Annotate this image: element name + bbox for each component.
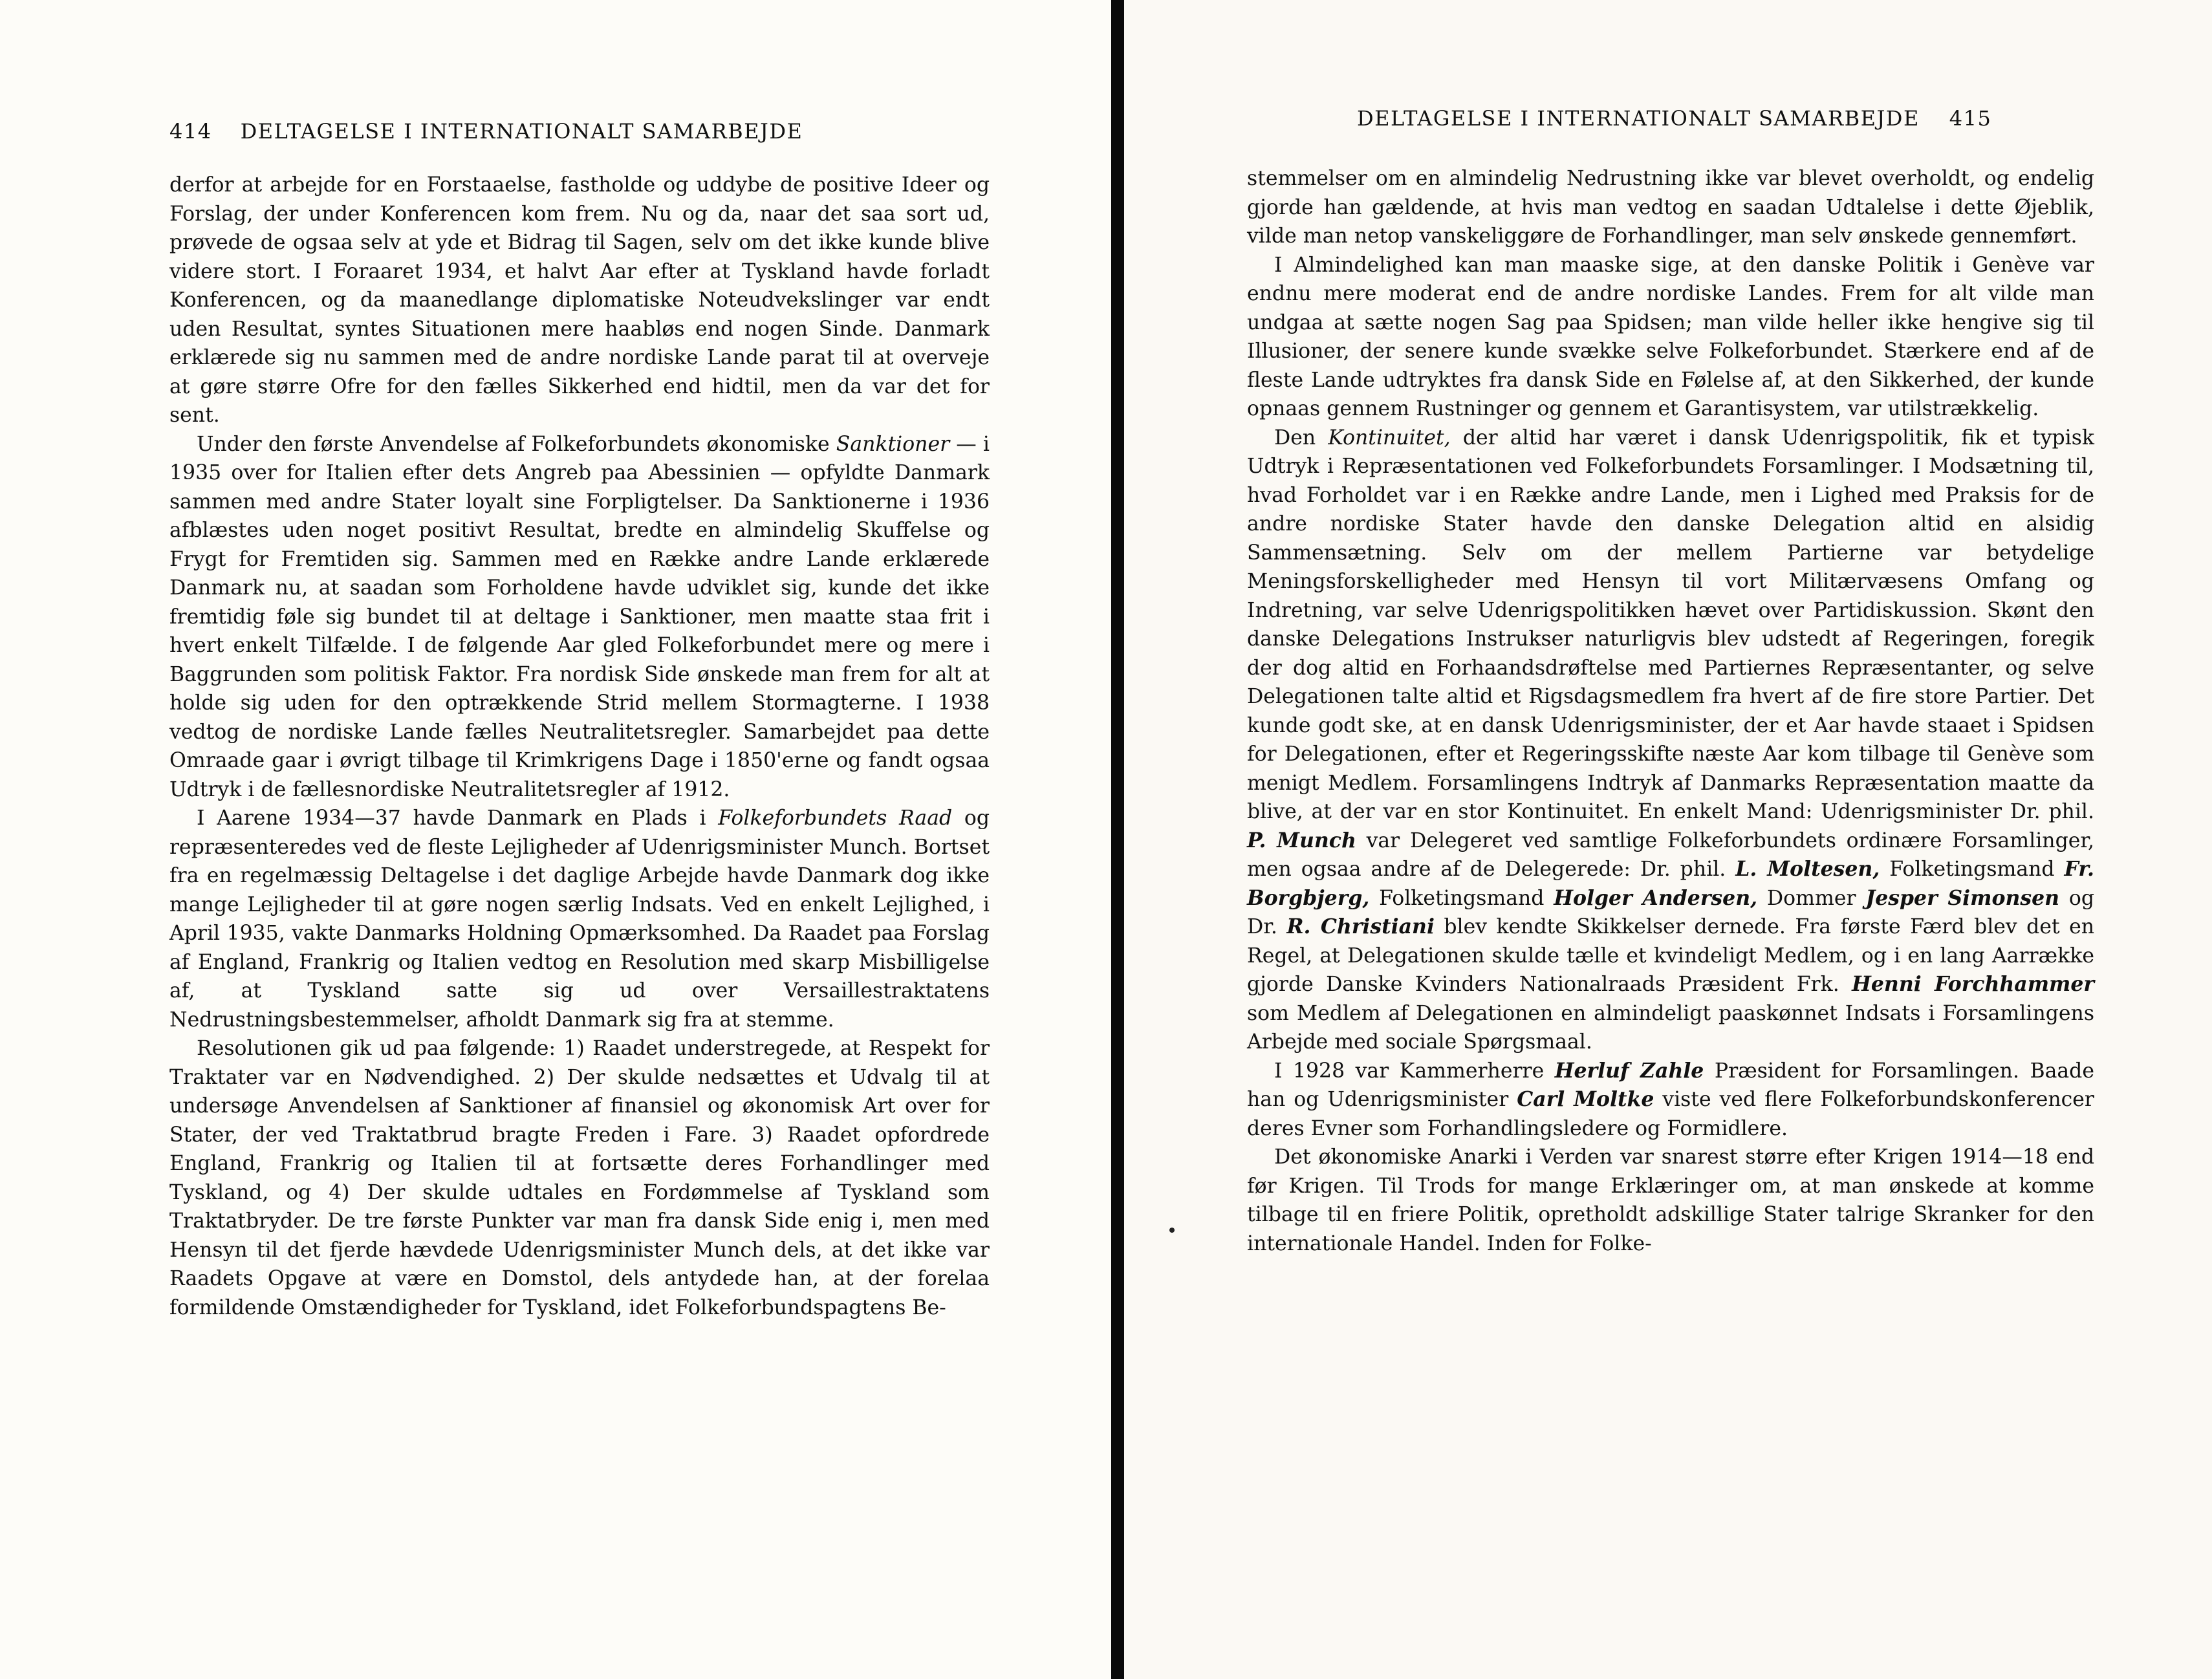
person-name: Fr. Borgbjerg, xyxy=(1247,857,2094,910)
right-running-head xyxy=(1357,106,1991,131)
left-running-head xyxy=(169,119,803,144)
paragraph: derfor at arbejde for en Forstaaelse, fastholde og uddybe de positive Ideer og Forslag, der under Konferencen kom frem. Nu og da, naar det saa sort ud, prøvede de ogsaa selv at yde et Bidrag til Sagen, selv om det ikke kunde blive videre stort. I Foraaret 1934, et halvt Aar efter at Tyskland havde forladt Konferencen, og da maanedlange diplomatiske Noteudvekslinger var endt uden Resultat, syntes Situationen mere haabløs end nogen Sinde. Danmark erklærede sig nu sammen med de andre nordiske Lande parat til at overveje at gøre større Ofre for den fælles Sikkerhed end hidtil, men da var det for sent. xyxy=(169,173,990,427)
person-name: Holger Andersen, xyxy=(1554,885,1758,910)
person-name: Jesper Simonsen xyxy=(1865,885,2060,910)
left-body-text xyxy=(169,171,990,1322)
paragraph-anarki: Det økonomiske Anarki i Verden var snarest større efter Krigen 1914—18 end før Krigen. Til Trods for mange Erklæringer om, at man ønskede at komme tilbage til en friere Politik, opretholdt adskillige Stater talrige Skranker for den internationale Handel. Inden for Folke- xyxy=(1247,1145,2094,1255)
right-page xyxy=(1124,0,2212,1679)
person-name: P. Munch xyxy=(1247,828,1356,852)
paragraph-geneve: I Almindelighed kan man maaske sige, at den danske Politik i Genève var endnu mere moderat end de andre nordiske Landes. Frem for alt vilde man undgaa at sætte nogen Sag paa Spidsen; man vilde heller ikke hengive sig til Illusioner, der senere kunde svække selve Folkeforbundet. Stærkere end af de fleste Lande udtryktes fra dansk Side en Følelse af, at den Sikkerhed, der kunde opnaas gennem Rustninger og gennem et Garantisystem, var utilstrækkelig. xyxy=(1247,253,2094,420)
right-running-title: DELTAGELSE I INTERNATIONALT SAMARBEJDE xyxy=(1357,106,1920,131)
person-name: L. Moltesen, xyxy=(1735,857,1880,881)
left-page-number: 414 xyxy=(169,119,212,144)
emphasis: Sanktioner xyxy=(836,432,950,456)
person-name: Carl Moltke xyxy=(1517,1087,1654,1111)
left-running-title: DELTAGELSE I INTERNATIONALT SAMARBEJDE xyxy=(240,119,803,144)
right-page-number: 415 xyxy=(1949,106,1992,131)
emphasis: Folkeforbundets Raad xyxy=(718,807,953,830)
person-name: Henni Forchhammer xyxy=(1852,972,2094,996)
paragraph-sanktioner: Under den første Anvendelse af Folkeforbundets økonomiske Sanktioner — i 1935 over for Italien efter dets Angreb paa Abessinien — opfyldte Danmark sammen med andre Stater loyalt sine Forpligtelser. Da Sanktionerne i 1936 afblæstes uden noget positivt Resultat, bredte en almindelig Skuffelse og Frygt for Fremtiden sig. Sammen med en Række andre Lande erklærede Danmark nu, at saadan som Forholdene havde udviklet sig, kunde det ikke fremtidig føle sig bundet til at deltage i Sanktioner, men maatte staa frit i hvert enkelt Tilfælde. I de følgende Aar gled Folkeforbundet mere og mere i Baggrunden som politisk Faktor. Fra nordisk Side ønskede man frem for alt at holde sig uden for den optrækkende Strid mellem Stormagterne. I 1938 vedtog de nordiske Lande fælles Neutralitetsregler. Samarbejdet paa dette Omraade gaar i øvrigt tilbage til Krimkrigens Dage i 1850'erne og fandt ogsaa Udtryk i de fællesnordiske Neutralitetsregler af 1912. xyxy=(169,432,990,801)
right-body-text xyxy=(1247,164,2094,1258)
paragraph-kontinuitet: Den Kontinuitet, der altid har været i dansk Udenrigspolitik, fik et typisk Udtryk i Repræsentationen ved Folkeforbundets Forsamlinger. I Modsætning til, hvad Forholdet var i en Række andre Lande, men i Lighed med Praksis for de andre nordiske Stater havde den danske Delegation altid en alsidig Sammensætning. Selv om der mellem Partierne var betydelige Meningsforskelligheder med Hensyn til vort Militærvæsens Omfang og Indretning, var selve Udenrigspolitikken hævet over Partidiskussion. Skønt den danske Delegations Instrukser naturligvis blev udstedt af Regeringen, foregik der dog altid en Forhaandsdrøftelse med Partiernes Repræsentanter, og selve Delegationen talte altid et Rigsdagsmedlem fra hvert af de fire store Partier. Det kunde godt ske, at en dansk Udenrigsminister, der et Aar havde staaet i Spidsen for Delegationen, efter et Regeringsskifte næste Aar kom tilbage til Genève som menigt Medlem. Forsamlingens Indtryk af Danmarks Repræsentation maatte da blive, at der var en stor Kontinuitet. En enkelt Mand: Udenrigsminister Dr. phil. P. Munch var Delegeret ved samtlige Folkeforbundets ordinære Forsamlinger, men ogsaa andre af de Delegerede: Dr. phil. L. Moltesen, Folketingsmand Fr. Borgbjerg, Folketingsmand Holger Andersen, Dommer Jesper Simonsen og Dr. R. Christiani blev kendte Skikkelser dernede. Fra første Færd blev det en Regel, at Delegationen skulde tælle et kvindeligt Medlem, og i en lang Aarrække gjorde Danske Kvinders Nationalraads Præsident Frk. Henni Forchhammer som Medlem af Delegationen en almindeligt paaskønnet Indsats i Forsamlingens Arbejde med sociale Spørgsmaal. xyxy=(1247,426,2094,1054)
margin-mark xyxy=(1169,1228,1175,1233)
person-name: Herluf Zahle xyxy=(1554,1058,1704,1083)
paragraph-1928: I 1928 var Kammerherre Herluf Zahle Præsident for Forsamlingen. Baade han og Udenrigsminister Carl Moltke viste ved flere Folkeforbundskonferencer deres Evner som Forhandlingsledere og Formidlere. xyxy=(1247,1058,2094,1140)
paragraph-raad: I Aarene 1934—37 havde Danmark en Plads i Folkeforbundets Raad og repræsenteredes ved de fleste Lejligheder af Udenrigsminister Munch. Bortset fra en regelmæssig Deltagelse i det daglige Arbejde havde Danmark dog ikke mange Lejligheder til at gøre nogen særlig Indsats. Ved en enkelt Lejlighed, i April 1935, vakte Danmarks Holdning Opmærksomhed. Da Raadet paa Forslag af England, Frankrig og Italien vedtog en Resolution med skarp Misbilligelse af, at Tyskland satte sig ud over Versaillestraktatens Nedrustningsbestemmelser, afholdt Danmark sig fra at stemme. xyxy=(169,807,990,1032)
person-name: R. Christiani xyxy=(1286,915,1435,938)
paragraph-resolution: Resolutionen gik ud paa følgende: 1) Raadet understregede, at Respekt for Traktater var en Nødvendighed. 2) Der skulde nedsættes et Udvalg til at undersøge Anvendelsen af Sanktioner af finansiel og økonomisk Art over for Stater, der ved Traktatbrud bragte Freden i Fare. 3) Raadet opfordrede England, Frankrig og Italien til at fortsætte deres Forhandlinger med Tyskland, og 4) Der skulde udtales en Fordømmelse af Tyskland som Traktatbryder. De tre første Punkter var man fra dansk Side enig i, men med Hensyn til det fjerde hævdede Udenrigsminister Munch dels, at det ikke var Raadets Opgave at være en Domstol, dels antydede han, at der forelaa formildende Omstændigheder for Tyskland, idet Folkeforbundspagtens Be- xyxy=(169,1037,990,1319)
paragraph: stemmelser om en almindelig Nedrustning ikke var blevet overholdt, og endelig gjorde han gældende, at hvis man vedtog en saadan Udtalelse i dette Øjeblik, vilde man netop vanskeliggøre de Forhandlinger, man selv ønskede gennemført. xyxy=(1247,167,2094,248)
emphasis: Kontinuitet, xyxy=(1328,426,1451,450)
